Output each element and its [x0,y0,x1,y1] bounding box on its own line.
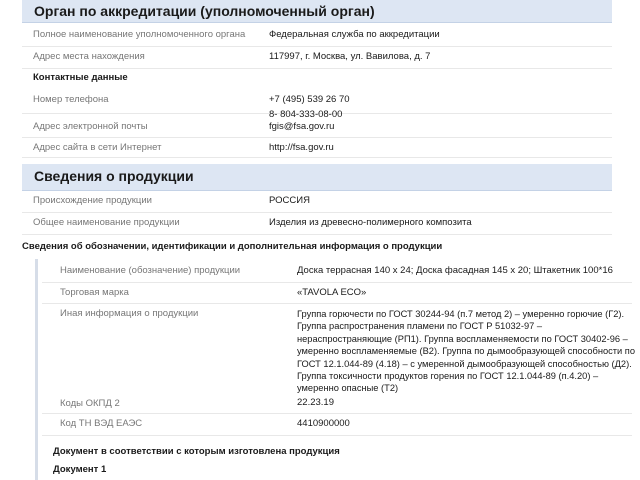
tnved-label: Код ТН ВЭД ЕАЭС [60,418,143,429]
designation-label: Наименование (обозначение) продукции [60,265,241,276]
origin-label: Происхождение продукции [33,195,152,206]
trademark-label: Торговая марка [60,287,129,298]
site-value[interactable]: http://fsa.gov.ru [269,142,334,153]
general-name-row [22,213,612,235]
phone-label: Номер телефона [33,94,109,105]
okpd2-value: 22.23.19 [297,397,334,408]
email-label: Адрес электронной почты [33,121,148,132]
address-label: Адрес места нахождения [33,51,145,62]
document-1-subheader: Документ 1 [53,464,107,475]
address-row [22,47,612,69]
designation-row [42,261,632,283]
trademark-value: «TAVOLA ECO» [297,287,367,298]
email-row [22,109,612,138]
other-info-row [42,304,636,394]
okpd2-label: Коды ОКПД 2 [60,398,120,409]
document-subheader: Документ в соответствии с которым изготовлена продукция [53,446,340,457]
full-name-value: Федеральная служба по аккредитации [269,29,440,40]
general-name-value: Изделия из древесно-полимерного композита [269,217,472,228]
full-name-row [22,25,612,47]
nested-block-bar [35,259,38,480]
origin-value: РОССИЯ [269,195,310,206]
address-value: 117997, г. Москва, ул. Вавилова, д. 7 [269,51,431,62]
full-name-label: Полное наименование уполномоченного органа [33,29,246,40]
identification-subheader: Сведения об обозначении, идентификации и дополнительная информация о продукции [22,241,443,252]
general-name-label: Общее наименование продукции [33,217,180,228]
other-info-value: Группа горючести по ГОСТ 30244-94 (п.7 метод 2) – умеренно горючие (Г2). Группа распространения пламени по ГОСТ Р 51032-97 – нераспространяющие (РП1). Группа воспламеняемости по ГОСТ 30402-96 –умеренно воспламеняемые (В2). Группа по дымообразующей способности по ГОСТ 12.1.044-89 (4.18) – с умеренной дымообразующей способностью (Д2). Группа токсичности продуктов горения по ГОСТ 12.1.044-89 (п.4.20) – умеренно опасные (Т2) [297,309,636,394]
tnved-row [42,414,632,436]
site-row [22,138,612,158]
origin-row [22,191,612,213]
phone-value-1: +7 (495) 539 26 70 [269,94,350,105]
tnved-value: 4410900000 [297,418,350,429]
email-value[interactable]: fgis@fsa.gov.ru [269,121,335,132]
phone-value-2: 8- 804-333-08-00 [269,109,343,120]
okpd2-row [42,394,632,414]
contacts-subheader: Контактные данные [33,72,128,83]
trademark-row [42,283,632,304]
designation-value: Доска террасная 140 х 24; Доска фасадная 145 х 20; Штакетник 100*16 [297,265,613,276]
site-label: Адрес сайта в сети Интернет [33,142,162,153]
product-section-header: Сведения о продукции [22,164,612,191]
accreditation-section-header: Орган по аккредитации (уполномоченный орган) [22,0,612,23]
other-info-label: Иная информация о продукции [60,308,199,319]
